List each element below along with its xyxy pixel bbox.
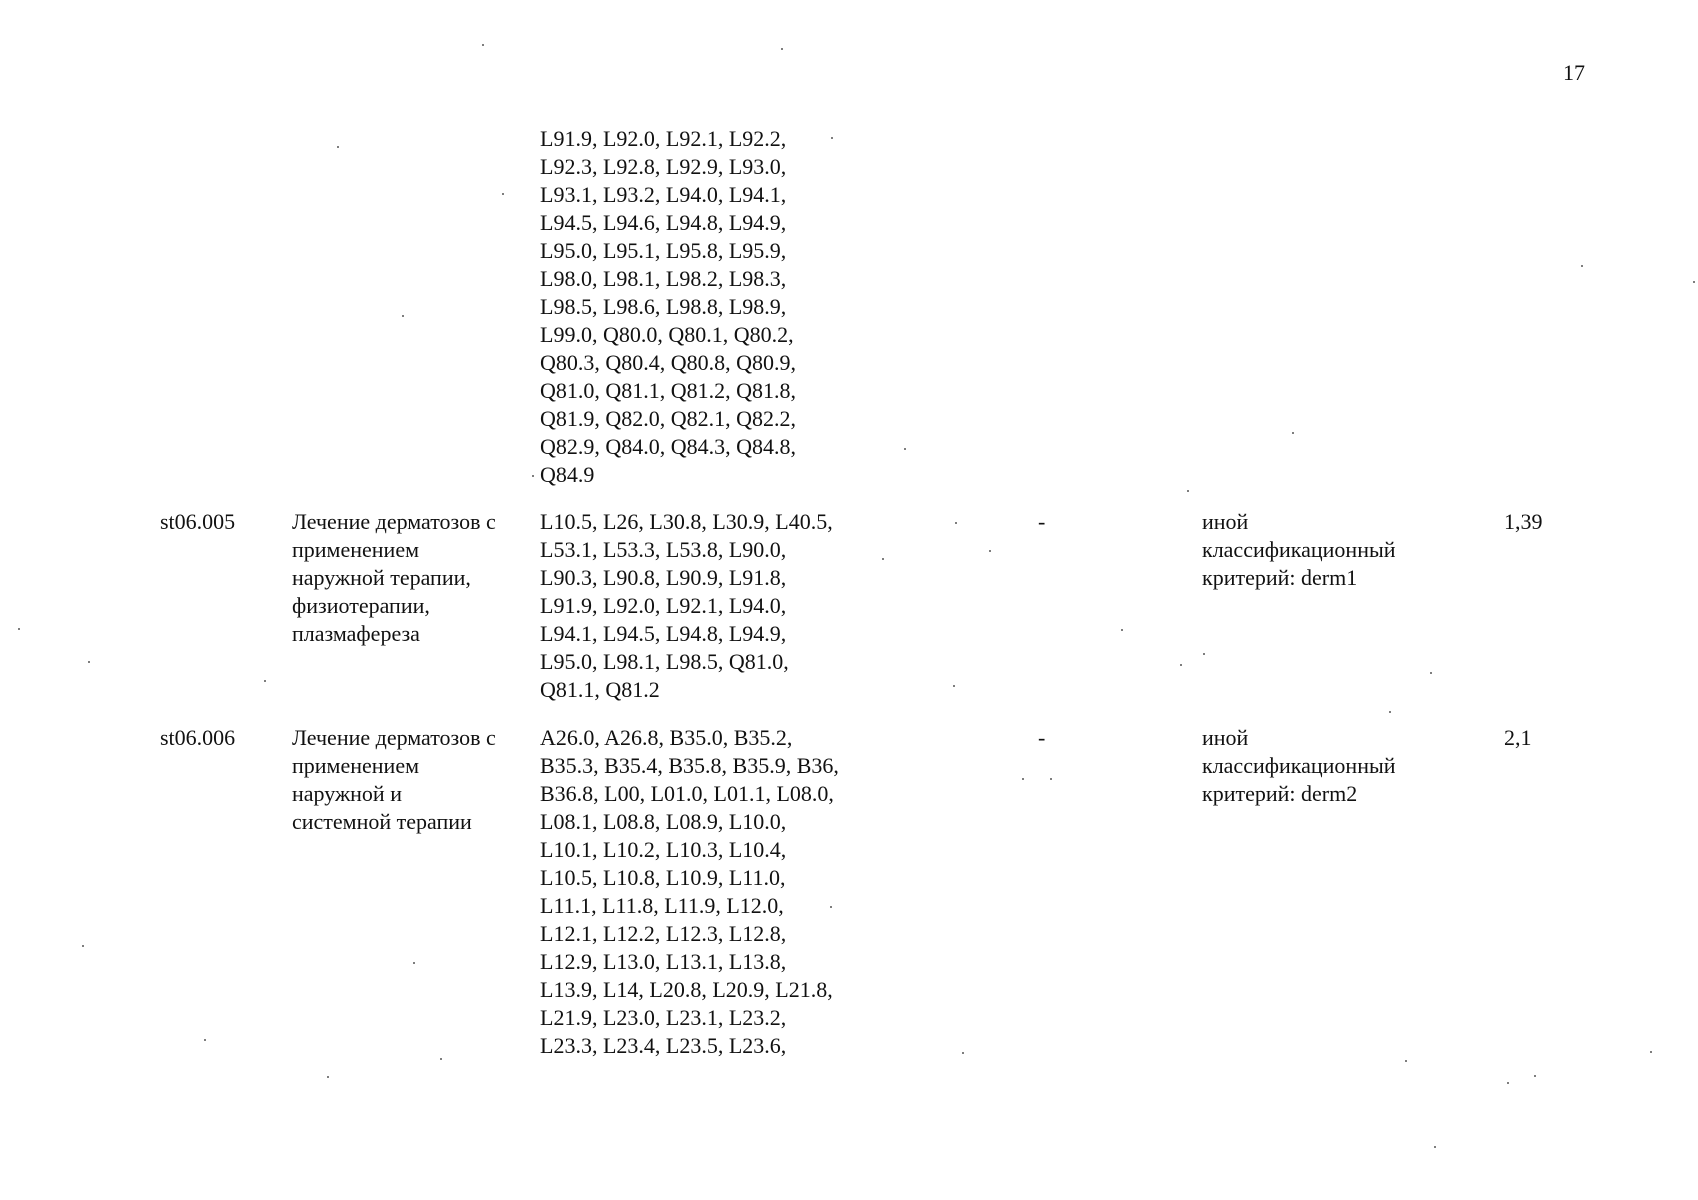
name-line: системной терапии	[292, 809, 472, 834]
scan-speck	[482, 44, 484, 46]
name-line: Лечение дерматозов с	[292, 509, 496, 534]
name-line: Лечение дерматозов с	[292, 725, 496, 750]
row-name	[292, 508, 496, 648]
scan-speck	[882, 558, 884, 560]
codes-line: L11.1, L11.8, L11.9, L12.0,	[540, 893, 784, 918]
scan-speck	[264, 680, 266, 682]
row-code: st06.006	[160, 725, 236, 750]
row-dash: -	[1038, 509, 1046, 534]
scan-speck	[1650, 1051, 1652, 1053]
scan-speck	[904, 448, 906, 450]
scan-speck	[1581, 265, 1583, 267]
scan-speck	[989, 550, 991, 552]
scan-speck	[1121, 629, 1123, 631]
scan-speck	[1534, 1075, 1536, 1077]
codes-line: Q81.0, Q81.1, Q81.2, Q81.8,	[540, 378, 797, 403]
scan-speck	[1693, 281, 1695, 283]
name-line: наружной и	[292, 781, 402, 806]
scan-speck	[781, 48, 783, 50]
codes-line: L12.1, L12.2, L12.3, L12.8,	[540, 921, 787, 946]
scan-speck	[1507, 1082, 1509, 1084]
scan-speck	[502, 193, 504, 195]
criterion-line: классификационный	[1202, 537, 1396, 562]
scan-speck	[82, 945, 84, 947]
codes-line: B35.3, B35.4, B35.8, B35.9, B36,	[540, 753, 839, 778]
scan-speck	[1405, 1060, 1407, 1062]
scan-speck	[18, 628, 20, 630]
codes-line: B36.8, L00, L01.0, L01.1, L08.0,	[540, 781, 834, 806]
scan-speck	[1050, 778, 1052, 780]
criterion-line: иной	[1202, 509, 1249, 534]
page-number: 17	[1563, 60, 1585, 85]
scan-speck	[402, 315, 404, 317]
scan-speck	[1187, 490, 1189, 492]
codes-line: A26.0, A26.8, B35.0, B35.2,	[540, 725, 793, 750]
codes-line: Q80.3, Q80.4, Q80.8, Q80.9,	[540, 350, 797, 375]
row-dash: -	[1038, 725, 1046, 750]
name-line: физиотерапии,	[292, 593, 430, 618]
codes-line: L91.9, L92.0, L92.1, L92.2,	[540, 126, 787, 151]
codes-line: L95.0, L95.1, L95.8, L95.9,	[540, 238, 787, 263]
scan-speck	[962, 1052, 964, 1054]
scan-speck	[1022, 778, 1024, 780]
codes-line: L10.1, L10.2, L10.3, L10.4,	[540, 837, 787, 862]
name-line: применением	[292, 537, 420, 562]
codes-line: L98.0, L98.1, L98.2, L98.3,	[540, 266, 787, 291]
continuation-codes-cell	[540, 125, 796, 489]
row-code: st06.005	[160, 509, 236, 534]
row-coefficient: 2,1	[1504, 725, 1532, 750]
scan-speck	[1180, 664, 1182, 666]
codes-line: L12.9, L13.0, L13.1, L13.8,	[540, 949, 787, 974]
row-coefficient: 1,39	[1504, 509, 1543, 534]
scan-speck	[1203, 653, 1205, 655]
codes-line: L13.9, L14, L20.8, L20.9, L21.8,	[540, 977, 833, 1002]
codes-line: L99.0, Q80.0, Q80.1, Q80.2,	[540, 322, 794, 347]
row-diagnosis-codes	[540, 724, 839, 1060]
scan-speck	[953, 685, 955, 687]
codes-line: L23.3, L23.4, L23.5, L23.6,	[540, 1033, 787, 1058]
scan-speck	[204, 1039, 206, 1041]
name-line: плазмафереза	[292, 621, 420, 646]
scan-speck	[1292, 432, 1294, 434]
codes-line: L93.1, L93.2, L94.0, L94.1,	[540, 182, 787, 207]
scan-speck	[955, 522, 957, 524]
scan-speck	[88, 661, 90, 663]
codes-line: L95.0, L98.1, L98.5, Q81.0,	[540, 649, 789, 674]
scan-speck	[1389, 711, 1391, 713]
criterion-line: критерий: derm2	[1202, 781, 1358, 806]
codes-line: Q84.9	[540, 462, 595, 487]
criterion-line: иной	[1202, 725, 1249, 750]
scan-speck	[440, 1058, 442, 1060]
codes-line: L90.3, L90.8, L90.9, L91.8,	[540, 565, 787, 590]
codes-line: L10.5, L26, L30.8, L30.9, L40.5,	[540, 509, 833, 534]
codes-line: L98.5, L98.6, L98.8, L98.9,	[540, 294, 787, 319]
row-criterion	[1202, 724, 1396, 808]
codes-line: Q82.9, Q84.0, Q84.3, Q84.8,	[540, 434, 797, 459]
scan-speck	[1434, 1146, 1436, 1148]
scan-speck	[532, 475, 534, 477]
codes-line: L21.9, L23.0, L23.1, L23.2,	[540, 1005, 787, 1030]
criterion-line: классификационный	[1202, 753, 1396, 778]
codes-line: L91.9, L92.0, L92.1, L94.0,	[540, 593, 787, 618]
scan-speck	[830, 906, 832, 908]
scan-speck	[413, 962, 415, 964]
codes-line: L10.5, L10.8, L10.9, L11.0,	[540, 865, 786, 890]
codes-line: L94.5, L94.6, L94.8, L94.9,	[540, 210, 787, 235]
codes-line: L53.1, L53.3, L53.8, L90.0,	[540, 537, 787, 562]
scan-speck	[831, 137, 833, 139]
scan-speck	[337, 146, 339, 148]
codes-line: L94.1, L94.5, L94.8, L94.9,	[540, 621, 787, 646]
codes-line: L08.1, L08.8, L08.9, L10.0,	[540, 809, 787, 834]
criterion-line: критерий: derm1	[1202, 565, 1358, 590]
name-line: наружной терапии,	[292, 565, 471, 590]
row-diagnosis-codes	[540, 508, 833, 704]
name-line: применением	[292, 753, 420, 778]
scan-speck	[327, 1076, 329, 1078]
row-criterion	[1202, 508, 1396, 592]
scan-speck	[1430, 672, 1432, 674]
codes-line: Q81.1, Q81.2	[540, 677, 660, 702]
codes-line: L92.3, L92.8, L92.9, L93.0,	[540, 154, 787, 179]
row-name	[292, 724, 496, 836]
codes-line: Q81.9, Q82.0, Q82.1, Q82.2,	[540, 406, 797, 431]
